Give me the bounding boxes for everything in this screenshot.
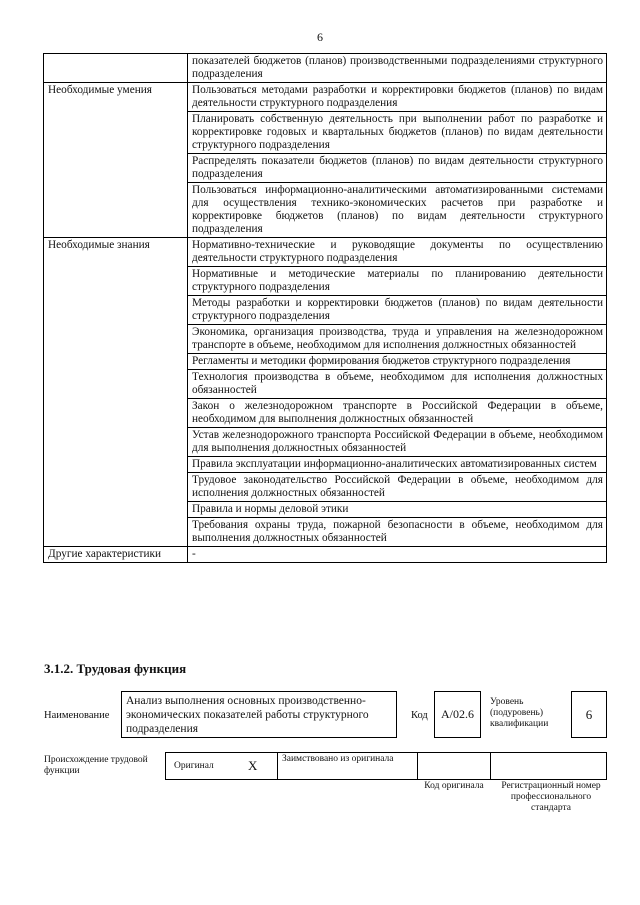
page-number: 6 [317,30,323,44]
requirements-table [43,53,607,563]
code-value: А/02.6 [441,707,474,721]
function-name-value: Анализ выполнения основных производственно-экономических показателей работы структурного подразделения [126,695,369,735]
table-row [44,83,607,112]
row-item: Требования охраны труда, пожарной безопасности в объеме, необходимом для выполнения должностных обязанностей [188,518,607,547]
level-label: Уровень (подуровень) квалификации [490,697,549,729]
row-item: Планировать собственную деятельность при выполнении работ по разработке и корректировке годовых и квартальных бюджетов (планов) по видам деятельности структурного подразделения [188,112,607,154]
reg-number-label: Регистрационный номер профессионального стандарта [501,781,601,813]
row-item: Нормативные и методические материалы по планированию деятельности структурного подразделения [188,267,607,296]
grid-divider [490,753,491,779]
table-row [44,54,607,83]
row-label: Необходимые знания [44,238,188,547]
row-item: Методы разработки и корректировки бюджетов (планов) по видам деятельности структурного подразделения [188,296,607,325]
function-name-box [121,691,397,738]
row-item: Технология производства в объеме, необходимом для исполнения должностных обязанностей [188,370,607,399]
origin-grid [165,752,607,780]
row-item: Регламенты и методики формирования бюджетов структурного подразделения [188,354,607,370]
row-item: Устав железнодорожного транспорта Российской Федерации в объеме, необходимом для выполнения должностных обязанностей [188,428,607,457]
row-item: Пользоваться информационно-аналитическими автоматизированными системами для осуществления технико-экономических расчетов при разработке и корректировке бюджетов (планов) по видам деятельности структурного подразделения [188,183,607,238]
grid-divider [277,753,278,779]
level-value: 6 [585,707,593,722]
row-item: Закон о железнодорожном транспорте в Российской Федерации в объеме, необходимом для выполнения должностных обязанностей [188,399,607,428]
section-title: 3.1.2. Трудовая функция [44,661,187,676]
row-label: Другие характеристики [44,547,188,563]
code-original-label: Код оригинала [424,781,484,791]
original-label: Оригинал [174,761,214,771]
row-item: Экономика, организация производства, труда и управления на железнодорожном транспорте в объеме, необходимом для исполнения должностных обязанностей [188,325,607,354]
original-mark: Х [248,758,258,773]
code-label: Код [411,710,428,721]
borrowed-label: Заимствовано из оригинала [282,754,394,764]
row-item: Правила эксплуатации информационно-аналитических автоматизированных систем [188,457,607,473]
level-box [571,691,607,738]
row-item: Правила и нормы деловой этики [188,502,607,518]
row-item: показателей бюджетов (планов) производственными подразделениями структурного подразделения [188,54,607,83]
name-label: Наименование [44,710,110,721]
row-item: Распределять показатели бюджетов (планов) по видам деятельности структурного подразделения [188,154,607,183]
row-item: - [188,547,607,563]
code-box [434,691,481,738]
grid-divider [417,753,418,779]
row-label: Необходимые умения [44,83,188,238]
row-item: Нормативно-технические и руководящие документы по осуществлению деятельности структурного подразделения [188,238,607,267]
row-item: Трудовое законодательство Российской Федерации в объеме, необходимом для исполнения должностных обязанностей [188,473,607,502]
origin-label: Происхождение трудовой функции [44,755,148,776]
row-item: Пользоваться методами разработки и корректировки бюджетов (планов) по видам деятельности структурного подразделения [188,83,607,112]
table-row [44,547,607,563]
table-row [44,238,607,267]
row-label [44,54,188,83]
